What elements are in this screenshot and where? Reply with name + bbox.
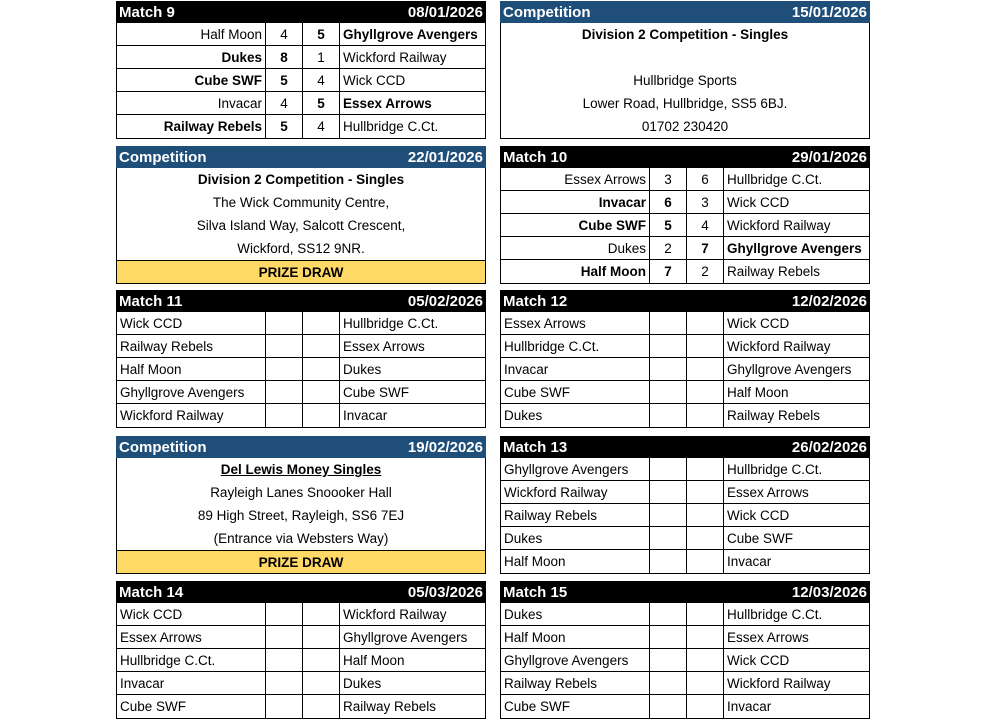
match-title: Match 10 (503, 148, 568, 166)
match-date: 08/01/2026 (407, 3, 483, 21)
away-score: 6 (686, 168, 723, 190)
fixture-row (501, 626, 869, 649)
away-team: Wickford Railway (339, 603, 485, 625)
away-score: 5 (302, 92, 339, 114)
home-team: Dukes (221, 49, 262, 65)
competition-title: Competition (503, 3, 591, 21)
match-14-fixtures (116, 603, 486, 719)
home-team: Dukes (504, 408, 543, 423)
home-score: 8 (265, 46, 302, 68)
away-team: Wickford Railway (339, 46, 485, 68)
home-score: 2 (649, 237, 686, 259)
fixture-row (501, 649, 869, 672)
competition-19-02-block (116, 436, 486, 574)
away-team: Invacar (339, 404, 485, 427)
home-team: Railway Rebels (504, 507, 598, 523)
fixture-row (501, 404, 869, 427)
home-team: Railway Rebels (504, 675, 598, 691)
away-team: Half Moon (723, 381, 869, 403)
home-score (649, 695, 686, 718)
away-score (302, 649, 339, 671)
away-team: Ghyllgrove Avengers (723, 237, 869, 259)
away-score: 7 (686, 237, 723, 259)
away-team: Invacar (723, 695, 869, 718)
fixture-row (501, 335, 869, 358)
fixture-row (501, 214, 869, 237)
home-score: 4 (265, 23, 302, 45)
home-score (649, 404, 686, 427)
fixture-row (117, 69, 485, 92)
match-date: 29/01/2026 (791, 148, 867, 166)
home-team: Essex Arrows (504, 315, 586, 331)
competition-phone: 01702 230420 (641, 119, 729, 134)
competition-venue: Hullbridge Sports (633, 73, 737, 88)
home-team: Half Moon (200, 26, 262, 42)
away-team: Wick CCD (339, 69, 485, 91)
fixture-row (501, 358, 869, 381)
away-score (686, 335, 723, 357)
fixture-row (117, 358, 485, 381)
match-12-fixtures (500, 312, 870, 428)
away-score (302, 312, 339, 334)
fixture-row (117, 649, 485, 672)
away-score (686, 603, 723, 625)
competition-details (116, 168, 486, 284)
home-score (649, 481, 686, 503)
match-9-results (116, 23, 486, 139)
prize-draw-banner: PRIZE DRAW (117, 260, 485, 283)
fixture-row (501, 527, 869, 550)
home-score (649, 626, 686, 648)
match-date: 12/02/2026 (791, 292, 867, 310)
away-team: Hullbridge C.Ct. (723, 603, 869, 625)
competition-line (501, 46, 869, 69)
fixture-row (501, 695, 869, 718)
away-score (686, 358, 723, 380)
fixture-row (117, 312, 485, 335)
away-team: Dukes (339, 672, 485, 694)
fixture-row (117, 46, 485, 69)
match-title: Match 14 (119, 583, 184, 601)
away-score (302, 603, 339, 625)
home-team: Cube SWF (120, 699, 187, 714)
away-score (302, 335, 339, 357)
match-15-fixtures (500, 603, 870, 719)
home-team: Essex Arrows (120, 629, 202, 645)
away-team: Cube SWF (723, 527, 869, 549)
away-team: Wick CCD (723, 191, 869, 213)
away-team: Wick CCD (723, 312, 869, 334)
away-score: 3 (686, 191, 723, 213)
competition-venue: The Wick Community Centre, (212, 195, 390, 210)
away-team: Hullbridge C.Ct. (339, 115, 485, 138)
home-team: Cube SWF (504, 384, 571, 400)
away-team: Wickford Railway (723, 214, 869, 236)
home-score (649, 527, 686, 549)
fixture-row (501, 672, 869, 695)
away-score (302, 358, 339, 380)
competition-details (500, 23, 870, 139)
home-score (265, 649, 302, 671)
competition-note: (Entrance via Websters Way) (213, 531, 389, 546)
away-team: Essex Arrows (723, 481, 869, 503)
away-score (686, 504, 723, 526)
home-score (265, 626, 302, 648)
prize-draw-banner: PRIZE DRAW (117, 550, 485, 573)
home-score (649, 504, 686, 526)
match-14-header (116, 581, 486, 603)
match-date: 05/02/2026 (407, 292, 483, 310)
away-team: Railway Rebels (723, 404, 869, 427)
home-team: Cube SWF (578, 217, 646, 233)
home-team: Invacar (504, 361, 549, 377)
home-team: Invacar (598, 194, 646, 210)
away-team: Hullbridge C.Ct. (723, 458, 869, 480)
home-team: Half Moon (580, 264, 646, 279)
home-score: 5 (649, 214, 686, 236)
match-9-header (116, 1, 486, 23)
competition-address: Wickford, SS12 9NR. (237, 241, 365, 256)
fixture-row (501, 381, 869, 404)
competition-22-01-block (116, 146, 486, 284)
away-team: Essex Arrows (339, 92, 485, 114)
competition-header (116, 436, 486, 458)
home-score: 6 (649, 191, 686, 213)
home-score (649, 672, 686, 694)
fixture-row (501, 603, 869, 626)
home-score (649, 312, 686, 334)
away-team: Essex Arrows (339, 335, 485, 357)
home-score (265, 672, 302, 694)
match-13-block (500, 436, 870, 574)
match-title: Match 15 (503, 583, 568, 601)
away-score (686, 404, 723, 427)
home-team: Half Moon (504, 554, 566, 569)
competition-name: Division 2 Competition - Singles (197, 172, 405, 187)
away-score (686, 695, 723, 718)
away-score (686, 312, 723, 334)
away-score (302, 404, 339, 427)
away-score (302, 626, 339, 648)
away-score: 2 (686, 260, 723, 283)
match-date: 26/02/2026 (791, 438, 867, 456)
away-score (686, 458, 723, 480)
away-team: Dukes (339, 358, 485, 380)
fixture-row (501, 168, 869, 191)
competition-address: Silva Island Way, Salcott Crescent, (196, 218, 406, 233)
competition-details (116, 458, 486, 574)
home-score (649, 381, 686, 403)
away-team: Hullbridge C.Ct. (723, 168, 869, 190)
competition-title: Competition (119, 148, 207, 166)
away-score (302, 381, 339, 403)
match-10-results (500, 168, 870, 284)
home-score (265, 381, 302, 403)
fixture-row (117, 115, 485, 138)
away-team: Wick CCD (723, 649, 869, 671)
competition-date: 15/01/2026 (791, 3, 867, 21)
match-12-block (500, 290, 870, 428)
match-11-fixtures (116, 312, 486, 428)
away-team: Wickford Railway (723, 672, 869, 694)
fixture-row (501, 458, 869, 481)
home-score (649, 603, 686, 625)
fixture-row (117, 23, 485, 46)
home-score (265, 695, 302, 718)
match-title: Match 13 (503, 438, 568, 456)
home-team: Cube SWF (504, 699, 571, 714)
home-score: 3 (649, 168, 686, 190)
away-team: Hullbridge C.Ct. (339, 312, 485, 334)
away-score (686, 550, 723, 573)
home-score (265, 312, 302, 334)
away-score: 4 (686, 214, 723, 236)
home-score (649, 335, 686, 357)
home-score (265, 358, 302, 380)
home-team: Hullbridge C.Ct. (504, 338, 600, 354)
home-score (265, 335, 302, 357)
home-team: Railway Rebels (163, 119, 262, 134)
away-score: 4 (302, 115, 339, 138)
home-score (649, 550, 686, 573)
competition-name (117, 458, 485, 481)
away-score (686, 381, 723, 403)
home-team: Wickford Railway (504, 484, 608, 500)
match-date: 12/03/2026 (791, 583, 867, 601)
home-score: 5 (265, 69, 302, 91)
competition-header (500, 1, 870, 23)
home-team: Half Moon (504, 629, 566, 645)
home-score (265, 404, 302, 427)
away-score (686, 626, 723, 648)
away-team: Invacar (723, 550, 869, 573)
competition-header (116, 146, 486, 168)
home-team: Ghyllgrove Avengers (504, 652, 629, 668)
away-team: Railway Rebels (339, 695, 485, 718)
home-score: 7 (649, 260, 686, 283)
home-team: Essex Arrows (564, 171, 646, 187)
competition-name: Division 2 Competition - Singles (581, 27, 789, 42)
home-team: Railway Rebels (120, 338, 214, 354)
fixture-row (501, 312, 869, 335)
fixture-row (501, 481, 869, 504)
fixture-row (117, 335, 485, 358)
home-team: Wick CCD (120, 315, 183, 331)
home-team: Dukes (504, 606, 543, 622)
match-13-header (500, 436, 870, 458)
fixture-row (117, 695, 485, 718)
home-score (265, 603, 302, 625)
match-11-header (116, 290, 486, 312)
home-score (649, 458, 686, 480)
match-14-block (116, 581, 486, 719)
away-team: Essex Arrows (723, 626, 869, 648)
fixture-row (501, 550, 869, 573)
match-10-block (500, 146, 870, 284)
home-team: Wickford Railway (120, 408, 224, 423)
match-15-header (500, 581, 870, 603)
home-score: 5 (265, 115, 302, 138)
competition-date: 22/01/2026 (407, 148, 483, 166)
fixture-row (117, 603, 485, 626)
home-team: Invacar (120, 675, 165, 691)
fixture-row (501, 191, 869, 214)
away-score (686, 481, 723, 503)
match-11-block (116, 290, 486, 428)
fixture-row (117, 381, 485, 404)
competition-15-01-block (500, 1, 870, 139)
away-score (302, 672, 339, 694)
home-team: Wick CCD (120, 606, 183, 622)
home-team: Half Moon (120, 361, 182, 377)
home-score (649, 649, 686, 671)
home-team: Ghyllgrove Avengers (120, 384, 245, 400)
fixture-row (501, 260, 869, 283)
away-score: 4 (302, 69, 339, 91)
away-team: Ghyllgrove Avengers (339, 626, 485, 648)
competition-address: 89 High Street, Rayleigh, SS6 7EJ (197, 508, 405, 523)
home-team: Hullbridge C.Ct. (120, 652, 216, 668)
match-10-header (500, 146, 870, 168)
match-date: 05/03/2026 (407, 583, 483, 601)
match-title: Match 12 (503, 292, 568, 310)
fixture-row (117, 626, 485, 649)
away-team: Railway Rebels (723, 260, 869, 283)
away-team: Ghyllgrove Avengers (723, 358, 869, 380)
fixture-row (117, 672, 485, 695)
away-score (302, 695, 339, 718)
competition-address: Lower Road, Hullbridge, SS5 6BJ. (582, 96, 788, 111)
competition-venue: Rayleigh Lanes Snoooker Hall (210, 485, 392, 500)
home-score (649, 358, 686, 380)
home-team: Invacar (217, 95, 262, 111)
away-score: 1 (302, 46, 339, 68)
match-title: Match 9 (119, 3, 175, 21)
home-team: Ghyllgrove Avengers (504, 461, 629, 477)
away-score (686, 527, 723, 549)
home-score: 4 (265, 92, 302, 114)
away-score (686, 649, 723, 671)
home-team: Cube SWF (194, 72, 262, 88)
home-team: Dukes (607, 240, 646, 256)
away-team: Half Moon (339, 649, 485, 671)
match-15-block (500, 581, 870, 719)
competition-name-text: Del Lewis Money Singles (220, 462, 382, 477)
fixture-row (501, 504, 869, 527)
match-title: Match 11 (119, 292, 183, 310)
fixture-row (117, 92, 485, 115)
match-12-header (500, 290, 870, 312)
away-score: 5 (302, 23, 339, 45)
competition-date: 19/02/2026 (407, 438, 483, 456)
match-13-fixtures (500, 458, 870, 574)
away-team: Ghyllgrove Avengers (339, 23, 485, 45)
competition-title: Competition (119, 438, 207, 456)
away-score (686, 672, 723, 694)
away-team: Cube SWF (339, 381, 485, 403)
away-team: Wick CCD (723, 504, 869, 526)
match-9-block (116, 1, 486, 139)
fixture-row (117, 404, 485, 427)
away-team: Wickford Railway (723, 335, 869, 357)
home-team: Dukes (504, 530, 543, 546)
fixture-row (501, 237, 869, 260)
